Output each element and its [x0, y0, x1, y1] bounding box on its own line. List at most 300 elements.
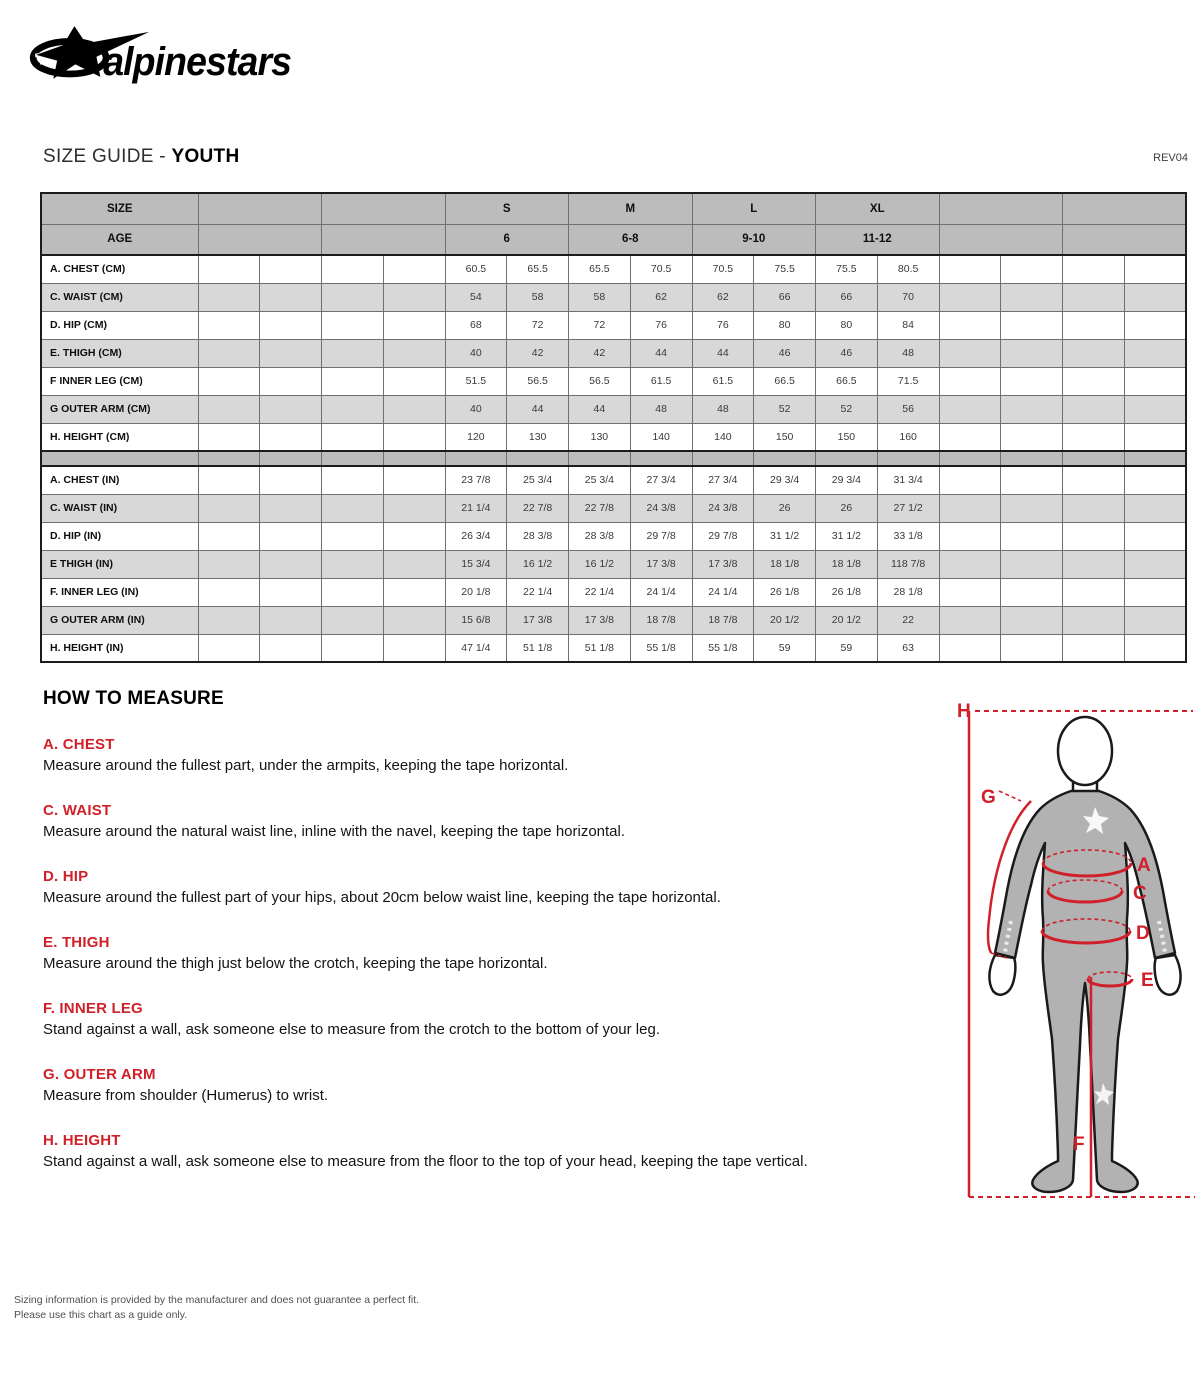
empty-cell	[383, 423, 445, 451]
value-cell: 52	[754, 395, 816, 423]
empty-cell	[198, 311, 260, 339]
value-cell: 22 7/8	[569, 494, 631, 522]
value-cell: 72	[569, 311, 631, 339]
measurement-row	[41, 634, 1186, 662]
measure-text: Measure around the thigh just below the crotch, keeping the tape horizontal.	[43, 955, 548, 972]
empty-cell	[939, 522, 1001, 550]
size-col-xl: XL	[816, 193, 940, 224]
row-label: G OUTER ARM (IN)	[41, 606, 198, 634]
measure-section	[43, 1000, 923, 1038]
value-cell: 47 1/4	[445, 634, 507, 662]
value-cell: 31 1/2	[754, 522, 816, 550]
diagram-label-h: H	[957, 701, 971, 722]
value-cell: 120	[445, 423, 507, 451]
row-label: D. HIP (IN)	[41, 522, 198, 550]
empty-cell	[1063, 339, 1125, 367]
size-col-l: L	[692, 193, 816, 224]
empty-cell	[1124, 606, 1186, 634]
empty-cell	[1063, 311, 1125, 339]
value-cell: 28 1/8	[877, 578, 939, 606]
value-cell: 18 1/8	[754, 550, 816, 578]
value-cell: 25 3/4	[507, 466, 569, 494]
empty-cell	[383, 311, 445, 339]
value-cell: 56	[877, 395, 939, 423]
separator-cell	[1063, 451, 1125, 466]
empty-cell	[1124, 339, 1186, 367]
empty-cell	[198, 494, 260, 522]
empty-cell	[1001, 466, 1063, 494]
age-col-s: 6	[445, 224, 569, 255]
empty-cell	[383, 494, 445, 522]
size-table	[40, 192, 1187, 663]
row-label: H. HEIGHT (IN)	[41, 634, 198, 662]
empty-cell	[939, 311, 1001, 339]
value-cell: 55 1/8	[692, 634, 754, 662]
separator-cell	[877, 451, 939, 466]
value-cell: 56.5	[507, 367, 569, 395]
value-cell: 29 3/4	[754, 466, 816, 494]
diagram-label-g: G	[981, 787, 996, 808]
empty-cell	[1124, 494, 1186, 522]
row-label: A. CHEST (IN)	[41, 466, 198, 494]
how-to-measure-section	[43, 688, 923, 1198]
empty-cell	[1001, 367, 1063, 395]
separator-cell	[322, 451, 384, 466]
value-cell: 46	[816, 339, 878, 367]
empty-cell	[1001, 522, 1063, 550]
empty-cell	[383, 634, 445, 662]
empty-cell	[322, 550, 384, 578]
empty-cell	[1001, 395, 1063, 423]
measurement-row	[41, 494, 1186, 522]
age-header-label: AGE	[41, 224, 198, 255]
empty-cell	[1124, 395, 1186, 423]
value-cell: 80.5	[877, 255, 939, 283]
separator-cell	[754, 451, 816, 466]
value-cell: 150	[816, 423, 878, 451]
row-label: D. HIP (CM)	[41, 311, 198, 339]
empty-header-cell	[322, 224, 446, 255]
empty-cell	[260, 494, 322, 522]
empty-cell	[198, 339, 260, 367]
figure-left-hand	[989, 955, 1015, 995]
value-cell: 65.5	[569, 255, 631, 283]
empty-cell	[260, 522, 322, 550]
value-cell: 62	[692, 283, 754, 311]
measurement-row	[41, 339, 1186, 367]
value-cell: 140	[630, 423, 692, 451]
empty-cell	[198, 522, 260, 550]
disclaimer-line-2: Please use this chart as a guide only.	[14, 1309, 188, 1321]
value-cell: 23 7/8	[445, 466, 507, 494]
measure-section	[43, 868, 923, 906]
value-cell: 26	[816, 494, 878, 522]
measurement-row	[41, 606, 1186, 634]
value-cell: 20 1/2	[816, 606, 878, 634]
measure-section	[43, 736, 923, 774]
measure-text: Stand against a wall, ask someone else to measure from the crotch to the bottom of your leg.	[43, 1021, 660, 1038]
row-label: G OUTER ARM (CM)	[41, 395, 198, 423]
empty-cell	[939, 339, 1001, 367]
value-cell: 80	[816, 311, 878, 339]
value-cell: 48	[630, 395, 692, 423]
value-cell: 130	[569, 423, 631, 451]
value-cell: 51.5	[445, 367, 507, 395]
value-cell: 58	[507, 283, 569, 311]
empty-cell	[322, 578, 384, 606]
empty-cell	[383, 550, 445, 578]
empty-cell	[1001, 423, 1063, 451]
separator-cell	[816, 451, 878, 466]
measurement-row	[41, 283, 1186, 311]
value-cell: 61.5	[692, 367, 754, 395]
value-cell: 18 1/8	[816, 550, 878, 578]
measure-section	[43, 802, 923, 840]
value-cell: 26 1/8	[754, 578, 816, 606]
empty-cell	[322, 522, 384, 550]
value-cell: 16 1/2	[569, 550, 631, 578]
value-cell: 68	[445, 311, 507, 339]
value-cell: 150	[754, 423, 816, 451]
measure-text: Stand against a wall, ask someone else to measure from the floor to the top of your head, keeping the tape vertical.	[43, 1153, 808, 1170]
figure-right-hand	[1155, 955, 1181, 995]
value-cell: 20 1/8	[445, 578, 507, 606]
value-cell: 40	[445, 339, 507, 367]
disclaimer-line-1: Sizing information is provided by the manufacturer and does not guarantee a perfect fit.	[14, 1294, 420, 1306]
value-cell: 24 3/8	[692, 494, 754, 522]
value-cell: 17 3/8	[507, 606, 569, 634]
value-cell: 15 6/8	[445, 606, 507, 634]
value-cell: 48	[877, 339, 939, 367]
empty-cell	[383, 367, 445, 395]
empty-cell	[198, 283, 260, 311]
empty-cell	[198, 606, 260, 634]
row-label: A. CHEST (CM)	[41, 255, 198, 283]
value-cell: 42	[569, 339, 631, 367]
empty-cell	[383, 466, 445, 494]
empty-cell	[260, 311, 322, 339]
value-cell: 70.5	[692, 255, 754, 283]
value-cell: 24 1/4	[630, 578, 692, 606]
value-cell: 29 3/4	[816, 466, 878, 494]
empty-cell	[1063, 606, 1125, 634]
measure-heading: G. OUTER ARM	[43, 1066, 156, 1083]
measurement-row	[41, 367, 1186, 395]
value-cell: 21 1/4	[445, 494, 507, 522]
empty-cell	[260, 578, 322, 606]
value-cell: 17 3/8	[630, 550, 692, 578]
empty-cell	[198, 423, 260, 451]
empty-cell	[260, 423, 322, 451]
age-col-l: 9-10	[692, 224, 816, 255]
empty-cell	[1124, 423, 1186, 451]
empty-cell	[260, 367, 322, 395]
measurement-row	[41, 423, 1186, 451]
age-col-xl: 11-12	[816, 224, 940, 255]
measure-text: Measure around the fullest part, under the armpits, keeping the tape horizontal.	[43, 757, 569, 774]
empty-cell	[939, 255, 1001, 283]
figure-body	[995, 791, 1175, 1192]
value-cell: 72	[507, 311, 569, 339]
empty-cell	[322, 367, 384, 395]
empty-cell	[939, 367, 1001, 395]
empty-cell	[1001, 494, 1063, 522]
page-title-prefix: SIZE GUIDE -	[43, 146, 172, 167]
value-cell: 44	[692, 339, 754, 367]
value-cell: 18 7/8	[692, 606, 754, 634]
diagram-label-d: D	[1136, 923, 1150, 944]
value-cell: 160	[877, 423, 939, 451]
value-cell: 22 1/4	[569, 578, 631, 606]
separator-cell	[630, 451, 692, 466]
empty-cell	[198, 550, 260, 578]
value-cell: 16 1/2	[507, 550, 569, 578]
value-cell: 20 1/2	[754, 606, 816, 634]
empty-cell	[1063, 367, 1125, 395]
diagram-label-c: C	[1133, 883, 1147, 904]
empty-cell	[1063, 395, 1125, 423]
empty-cell	[939, 466, 1001, 494]
empty-cell	[322, 606, 384, 634]
outer-arm-top-dash	[999, 791, 1021, 801]
measure-heading: H. HEIGHT	[43, 1132, 121, 1149]
empty-cell	[322, 395, 384, 423]
empty-cell	[260, 283, 322, 311]
value-cell: 29 7/8	[692, 522, 754, 550]
empty-cell	[383, 283, 445, 311]
value-cell: 22 1/4	[507, 578, 569, 606]
size-col-s: S	[445, 193, 569, 224]
disclaimer	[14, 1293, 419, 1323]
empty-header-cell	[198, 193, 322, 224]
value-cell: 59	[754, 634, 816, 662]
measure-section	[43, 1066, 923, 1104]
empty-cell	[1001, 283, 1063, 311]
empty-cell	[322, 466, 384, 494]
value-cell: 60.5	[445, 255, 507, 283]
value-cell: 58	[569, 283, 631, 311]
empty-cell	[383, 255, 445, 283]
value-cell: 51 1/8	[569, 634, 631, 662]
value-cell: 140	[692, 423, 754, 451]
value-cell: 59	[816, 634, 878, 662]
empty-cell	[198, 255, 260, 283]
cm-measurements-body	[41, 255, 1186, 451]
empty-cell	[939, 423, 1001, 451]
value-cell: 66	[754, 283, 816, 311]
page-title-category: YOUTH	[171, 146, 240, 167]
value-cell: 80	[754, 311, 816, 339]
empty-cell	[322, 283, 384, 311]
measurement-row	[41, 395, 1186, 423]
measurement-row	[41, 466, 1186, 494]
empty-cell	[322, 423, 384, 451]
diagram-label-f: F	[1073, 1134, 1085, 1155]
measure-text: Measure around the natural waist line, inline with the navel, keeping the tape horizontal.	[43, 823, 626, 840]
empty-cell	[939, 494, 1001, 522]
measure-heading: A. CHEST	[43, 736, 115, 753]
measure-section	[43, 934, 923, 972]
value-cell: 75.5	[754, 255, 816, 283]
value-cell: 70	[877, 283, 939, 311]
size-header-row	[41, 193, 1186, 224]
how-to-measure-title: HOW TO MEASURE	[43, 688, 224, 709]
value-cell: 27 3/4	[630, 466, 692, 494]
separator-cell	[1124, 451, 1186, 466]
empty-cell	[322, 634, 384, 662]
measurement-row	[41, 255, 1186, 283]
alpinestars-logo	[15, 12, 293, 90]
value-cell: 28 3/8	[507, 522, 569, 550]
value-cell: 31 3/4	[877, 466, 939, 494]
value-cell: 44	[630, 339, 692, 367]
value-cell: 52	[816, 395, 878, 423]
diagram-label-e: E	[1141, 970, 1154, 991]
value-cell: 27 3/4	[692, 466, 754, 494]
value-cell: 24 3/8	[630, 494, 692, 522]
empty-cell	[322, 339, 384, 367]
row-label: F INNER LEG (CM)	[41, 367, 198, 395]
value-cell: 31 1/2	[816, 522, 878, 550]
value-cell: 55 1/8	[630, 634, 692, 662]
value-cell: 54	[445, 283, 507, 311]
value-cell: 22 7/8	[507, 494, 569, 522]
value-cell: 61.5	[630, 367, 692, 395]
empty-cell	[1063, 634, 1125, 662]
separator-cell	[445, 451, 507, 466]
in-measurements-body	[41, 466, 1186, 662]
value-cell: 75.5	[816, 255, 878, 283]
row-label: E. THIGH (CM)	[41, 339, 198, 367]
empty-cell	[1001, 606, 1063, 634]
separator-cell	[569, 451, 631, 466]
separator-cell	[939, 451, 1001, 466]
value-cell: 70.5	[630, 255, 692, 283]
figure-head	[1058, 717, 1112, 785]
value-cell: 22	[877, 606, 939, 634]
section-separator-row	[41, 451, 1186, 466]
empty-cell	[1124, 311, 1186, 339]
empty-cell	[1124, 634, 1186, 662]
empty-cell	[1001, 550, 1063, 578]
value-cell: 84	[877, 311, 939, 339]
empty-cell	[260, 255, 322, 283]
empty-header-cell	[939, 224, 1063, 255]
empty-cell	[939, 578, 1001, 606]
value-cell: 15 3/4	[445, 550, 507, 578]
value-cell: 40	[445, 395, 507, 423]
separator-cell	[41, 451, 198, 466]
empty-cell	[322, 311, 384, 339]
empty-cell	[383, 606, 445, 634]
value-cell: 24 1/4	[692, 578, 754, 606]
empty-cell	[1063, 578, 1125, 606]
value-cell: 66	[816, 283, 878, 311]
separator-cell	[1001, 451, 1063, 466]
measurement-row	[41, 550, 1186, 578]
value-cell: 130	[507, 423, 569, 451]
empty-cell	[939, 395, 1001, 423]
separator-cell	[383, 451, 445, 466]
value-cell: 56.5	[569, 367, 631, 395]
empty-cell	[198, 367, 260, 395]
empty-cell	[322, 494, 384, 522]
value-cell: 42	[507, 339, 569, 367]
empty-cell	[1063, 255, 1125, 283]
measure-section	[43, 1132, 923, 1170]
measurement-row	[41, 311, 1186, 339]
diagram-label-a: A	[1137, 855, 1151, 876]
measure-heading: F. INNER LEG	[43, 1000, 143, 1017]
empty-header-cell	[1063, 224, 1187, 255]
age-header-row	[41, 224, 1186, 255]
empty-cell	[260, 606, 322, 634]
empty-cell	[1001, 255, 1063, 283]
value-cell: 28 3/8	[569, 522, 631, 550]
empty-cell	[260, 395, 322, 423]
empty-cell	[260, 550, 322, 578]
measure-text: Measure around the fullest part of your hips, about 20cm below waist line, keeping the tape horizontal.	[43, 889, 721, 906]
value-cell: 17 3/8	[692, 550, 754, 578]
row-label: C. WAIST (IN)	[41, 494, 198, 522]
value-cell: 26	[754, 494, 816, 522]
empty-cell	[1063, 283, 1125, 311]
empty-cell	[198, 634, 260, 662]
empty-cell	[1001, 339, 1063, 367]
value-cell: 25 3/4	[569, 466, 631, 494]
measure-heading: C. WAIST	[43, 802, 112, 819]
value-cell: 63	[877, 634, 939, 662]
empty-cell	[939, 550, 1001, 578]
separator-cell	[198, 451, 260, 466]
value-cell: 118 7/8	[877, 550, 939, 578]
empty-cell	[260, 634, 322, 662]
empty-cell	[383, 522, 445, 550]
empty-cell	[1001, 578, 1063, 606]
measure-heading: D. HIP	[43, 868, 89, 885]
measurement-row	[41, 522, 1186, 550]
empty-cell	[939, 606, 1001, 634]
value-cell: 18 7/8	[630, 606, 692, 634]
empty-cell	[198, 578, 260, 606]
value-cell: 76	[692, 311, 754, 339]
value-cell: 44	[507, 395, 569, 423]
empty-cell	[1063, 466, 1125, 494]
value-cell: 71.5	[877, 367, 939, 395]
separator-cell	[692, 451, 754, 466]
value-cell: 27 1/2	[877, 494, 939, 522]
value-cell: 17 3/8	[569, 606, 631, 634]
empty-cell	[198, 466, 260, 494]
value-cell: 26 3/4	[445, 522, 507, 550]
size-header-label: SIZE	[41, 193, 198, 224]
empty-cell	[198, 395, 260, 423]
value-cell: 65.5	[507, 255, 569, 283]
empty-cell	[1124, 466, 1186, 494]
logo-wordmark: alpinestars	[103, 38, 292, 84]
empty-cell	[1063, 494, 1125, 522]
row-label: E THIGH (IN)	[41, 550, 198, 578]
empty-header-cell	[939, 193, 1063, 224]
separator-body	[41, 451, 1186, 466]
value-cell: 48	[692, 395, 754, 423]
empty-header-cell	[322, 193, 446, 224]
empty-cell	[1063, 522, 1125, 550]
empty-cell	[1124, 578, 1186, 606]
empty-cell	[1124, 550, 1186, 578]
value-cell: 29 7/8	[630, 522, 692, 550]
value-cell: 66.5	[816, 367, 878, 395]
